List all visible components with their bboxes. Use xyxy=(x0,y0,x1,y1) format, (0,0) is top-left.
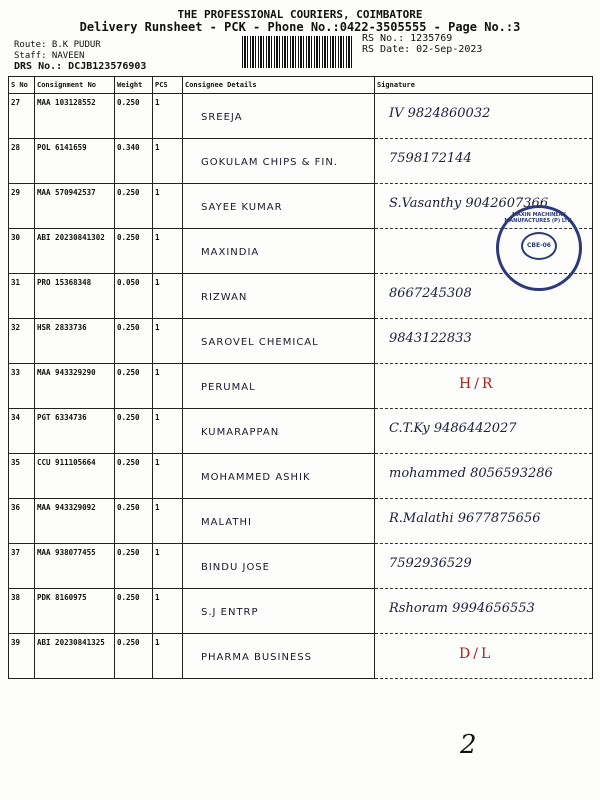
consignee-name: PERUMAL xyxy=(201,382,256,393)
row-weight: 0.250 xyxy=(115,499,153,544)
consignee-name: SAROVEL CHEMICAL xyxy=(201,337,319,348)
consignee-name: MALATHI xyxy=(201,517,252,528)
consignee-name: KUMARAPPAN xyxy=(201,427,280,438)
col-consignment: Consignment No xyxy=(35,77,115,94)
row-consignment-no: MAA 943329092 xyxy=(35,499,115,544)
row-sno: 34 xyxy=(9,409,35,454)
signature-text: D/L xyxy=(459,646,494,662)
signature-text: 9843122833 xyxy=(389,331,472,346)
row-consignee-cell xyxy=(183,589,375,634)
row-signature-cell xyxy=(375,634,593,679)
row-consignment-no: PGT 6334736 xyxy=(35,409,115,454)
row-weight: 0.250 xyxy=(115,589,153,634)
signature-text: mohammed 8056593286 xyxy=(389,466,553,481)
consignee-name: SREEJA xyxy=(201,112,243,123)
row-sno: 28 xyxy=(9,139,35,184)
table-header xyxy=(9,77,593,94)
row-pcs: 1 xyxy=(153,274,183,319)
row-signature-cell xyxy=(375,94,593,139)
row-sno: 37 xyxy=(9,544,35,589)
row-pcs: 1 xyxy=(153,139,183,184)
row-consignment-no: HSR 2833736 xyxy=(35,319,115,364)
row-sno: 33 xyxy=(9,364,35,409)
barcode xyxy=(242,36,352,68)
row-consignee-cell xyxy=(183,409,375,454)
row-sno: 29 xyxy=(9,184,35,229)
runsheet-subtitle: Delivery Runsheet - PCK - Phone No.:0422-3505555 - Page No.:3 xyxy=(79,20,521,34)
col-consignee: Consignee Details xyxy=(183,77,375,94)
table-row xyxy=(9,139,593,184)
row-pcs: 1 xyxy=(153,589,183,634)
signature-text: 7592936529 xyxy=(389,556,472,571)
row-sno: 36 xyxy=(9,499,35,544)
row-pcs: 1 xyxy=(153,634,183,679)
company-title: THE PROFESSIONAL COURIERS, COIMBATORE xyxy=(177,8,423,21)
table-row xyxy=(9,409,593,454)
col-pcs: PCS xyxy=(153,77,183,94)
row-consignment-no: POL 6141659 xyxy=(35,139,115,184)
row-weight: 0.250 xyxy=(115,544,153,589)
signature-text: IV 9824860032 xyxy=(389,106,491,121)
row-weight: 0.250 xyxy=(115,229,153,274)
stamp-ring-text: MAXIN MACHINERY MANUFACTURES (P) LTD. xyxy=(504,212,574,224)
row-pcs: 1 xyxy=(153,544,183,589)
row-weight: 0.250 xyxy=(115,94,153,139)
table-row xyxy=(9,454,593,499)
consignee-name: SAYEE KUMAR xyxy=(201,202,283,213)
row-consignment-no: ABI 20230841302 xyxy=(35,229,115,274)
consignee-name: GOKULAM CHIPS & FIN. xyxy=(201,157,339,168)
row-weight: 0.250 xyxy=(115,319,153,364)
row-consignee-cell xyxy=(183,184,375,229)
row-pcs: 1 xyxy=(153,229,183,274)
row-weight: 0.050 xyxy=(115,274,153,319)
handwritten-mark: 2 xyxy=(460,730,477,760)
row-consignment-no: MAA 938077455 xyxy=(35,544,115,589)
row-consignment-no: CCU 911105664 xyxy=(35,454,115,499)
signature-text: Rshoram 9994656553 xyxy=(389,601,535,616)
row-weight: 0.250 xyxy=(115,364,153,409)
row-sno: 32 xyxy=(9,319,35,364)
row-pcs: 1 xyxy=(153,364,183,409)
table-row xyxy=(9,589,593,634)
rs-date: RS Date: 02-Sep-2023 xyxy=(362,44,483,55)
row-consignee-cell xyxy=(183,139,375,184)
company-stamp xyxy=(496,205,582,291)
row-sno: 31 xyxy=(9,274,35,319)
row-consignee-cell xyxy=(183,454,375,499)
col-weight: Weight xyxy=(115,77,153,94)
row-weight: 0.250 xyxy=(115,454,153,499)
signature-text: C.T.Ky 9486442027 xyxy=(389,421,517,436)
row-consignment-no: ABI 20230841325 xyxy=(35,634,115,679)
row-weight: 0.250 xyxy=(115,409,153,454)
signature-text: R.Malathi 9677875656 xyxy=(389,511,541,526)
row-consignee-cell xyxy=(183,499,375,544)
col-sno: S No xyxy=(9,77,35,94)
consignee-name: PHARMA BUSINESS xyxy=(201,652,312,663)
row-signature-cell xyxy=(375,544,593,589)
row-sno: 27 xyxy=(9,94,35,139)
row-signature-cell xyxy=(375,454,593,499)
row-pcs: 1 xyxy=(153,319,183,364)
row-sno: 30 xyxy=(9,229,35,274)
staff-label: Staff: NAVEEN xyxy=(14,51,85,61)
row-weight: 0.340 xyxy=(115,139,153,184)
consignee-name: S.J ENTRP xyxy=(201,607,259,618)
row-sno: 38 xyxy=(9,589,35,634)
row-signature-cell xyxy=(375,139,593,184)
row-pcs: 1 xyxy=(153,499,183,544)
row-consignee-cell xyxy=(183,364,375,409)
row-consignment-no: PDK 8160975 xyxy=(35,589,115,634)
row-signature-cell xyxy=(375,499,593,544)
row-signature-cell xyxy=(375,364,593,409)
row-consignee-cell xyxy=(183,94,375,139)
route-label: Route: B.K PUDUR xyxy=(14,40,101,50)
row-signature-cell xyxy=(375,319,593,364)
row-weight: 0.250 xyxy=(115,634,153,679)
row-pcs: 1 xyxy=(153,184,183,229)
table-row xyxy=(9,274,593,319)
table-row xyxy=(9,364,593,409)
table-row xyxy=(9,634,593,679)
col-signature: Signature xyxy=(375,77,593,94)
signature-text: H/R xyxy=(459,376,496,392)
row-consignee-cell xyxy=(183,319,375,364)
row-signature-cell xyxy=(375,409,593,454)
row-consignment-no: MAA 103128552 xyxy=(35,94,115,139)
signature-text: 8667245308 xyxy=(389,286,472,301)
row-consignee-cell xyxy=(183,274,375,319)
table-row xyxy=(9,544,593,589)
runsheet-table xyxy=(8,76,593,679)
consignee-name: MAXINDIA xyxy=(201,247,260,258)
rs-number: RS No.: 1235769 xyxy=(362,33,453,44)
row-sno: 35 xyxy=(9,454,35,499)
row-weight: 0.250 xyxy=(115,184,153,229)
row-consignment-no: PRO 15368348 xyxy=(35,274,115,319)
signature-text: S.Vasanthy 9042607366 xyxy=(389,196,549,211)
table-row xyxy=(9,319,593,364)
table-row xyxy=(9,499,593,544)
signature-text: 7598172144 xyxy=(389,151,472,166)
row-pcs: 1 xyxy=(153,409,183,454)
row-sno: 39 xyxy=(9,634,35,679)
row-consignment-no: MAA 943329290 xyxy=(35,364,115,409)
row-pcs: 1 xyxy=(153,94,183,139)
row-consignee-cell xyxy=(183,544,375,589)
table-row xyxy=(9,94,593,139)
consignee-name: BINDU JOSE xyxy=(201,562,270,573)
drs-number: DRS No.: DCJB123576903 xyxy=(14,61,147,72)
consignee-name: MOHAMMED ASHIK xyxy=(201,472,311,483)
stamp-center: CBE-06 xyxy=(521,232,557,260)
row-signature-cell xyxy=(375,589,593,634)
row-pcs: 1 xyxy=(153,454,183,499)
row-consignment-no: MAA 570942537 xyxy=(35,184,115,229)
consignee-name: RIZWAN xyxy=(201,292,248,303)
row-consignee-cell xyxy=(183,634,375,679)
row-consignee-cell xyxy=(183,229,375,274)
